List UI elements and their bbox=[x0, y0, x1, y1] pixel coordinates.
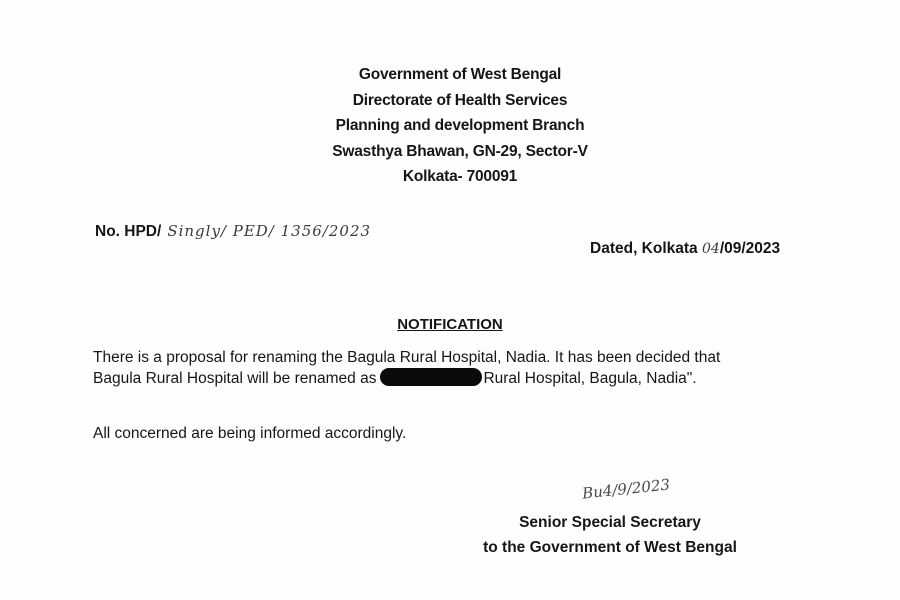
reference-handwritten: Singly/ PED/ 1356/2023 bbox=[167, 222, 372, 240]
body-line-2 bbox=[93, 368, 783, 389]
date-printed: /09/2023 bbox=[719, 240, 781, 257]
notification-title-text: NOTIFICATION bbox=[397, 316, 503, 333]
notification-closing: All concerned are being informed accordingly. bbox=[93, 425, 407, 442]
letterhead-address: Swasthya Bhawan, GN-29, Sector-V bbox=[332, 142, 588, 160]
date-label: Dated, Kolkata bbox=[590, 240, 702, 257]
body-line-1: There is a proposal for renaming the Bagula Rural Hospital, Nadia. It has been decided that bbox=[93, 349, 721, 366]
date-line bbox=[590, 240, 780, 258]
reference-label: No. HPD/ bbox=[95, 223, 162, 240]
signatory-block bbox=[470, 510, 750, 560]
letterhead-government: Government of West Bengal bbox=[358, 66, 562, 83]
reference-number bbox=[95, 222, 371, 241]
signatory-organization: to the Government of West Bengal bbox=[483, 539, 737, 556]
notification-body bbox=[93, 348, 783, 389]
letterhead bbox=[300, 62, 620, 190]
letterhead-branch: Planning and development Branch bbox=[335, 117, 585, 134]
redaction-mark bbox=[380, 368, 482, 386]
letterhead-city: Kolkata- 700091 bbox=[402, 168, 518, 185]
letterhead-directorate: Directorate of Health Services bbox=[352, 91, 568, 109]
body-line-2-after: Rural Hospital, Bagula, Nadia". bbox=[483, 370, 697, 387]
signature: Bu4/9/2023 bbox=[581, 475, 671, 503]
signatory-title: Senior Special Secretary bbox=[519, 514, 701, 531]
body-line-2-before: Bagula Rural Hospital will be renamed as bbox=[93, 370, 377, 387]
notification-title bbox=[0, 316, 900, 333]
date-handwritten-day: 04 bbox=[701, 241, 720, 257]
